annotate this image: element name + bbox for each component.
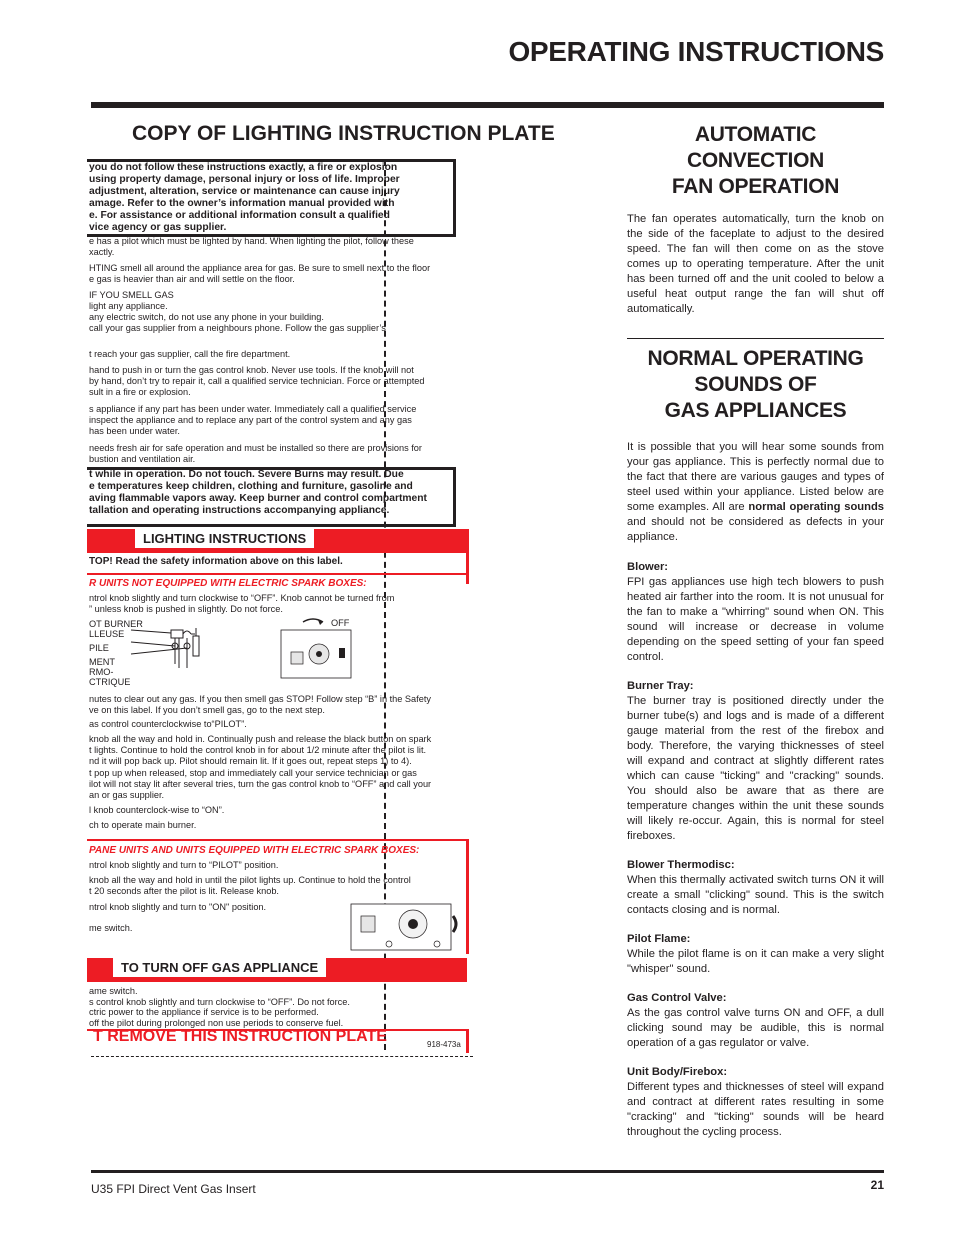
page-title: OPERATING INSTRUCTIONS (508, 36, 884, 67)
sound-item-heading: Gas Control Valve: (627, 992, 727, 1004)
safety-line: e has a pilot which must be lighted by hand. When lighting the pilot, follow these (89, 236, 414, 246)
sound-item-text: When this thermally activated switch turns ON it will create a small "clicking" sound. This is the switch contacts closing and is normal. (627, 874, 884, 916)
step-line: ve on this label. If you don’t smell gas, go to the next step. (89, 705, 325, 715)
safety-line: HTING smell all around the appliance area for gas. Be sure to smell next to the floor (89, 263, 431, 273)
safety-line: inspect the appliance and to replace any part of the control system and any gas (89, 415, 412, 425)
step-line: ilot will not stay lit after several tries, turn the gas control knob to “OFF” and call your (89, 779, 432, 789)
safety-line: light any appliance. (89, 301, 168, 311)
plate-line: off the pilot during prolonged non use periods to conserve fuel. (89, 1017, 344, 1028)
hot-warning-line: t while in operation. Do not touch. Severe Burns may result. Due (89, 469, 404, 480)
sound-item-heading: Blower Thermodisc: (627, 859, 735, 871)
bottom-rule (91, 1170, 884, 1173)
diagram-label: MENT (89, 657, 116, 667)
diagram-label: CTRIQUE (89, 677, 131, 687)
sound-item-text: As the gas control valve turns ON and OFF, a dull clicking sound may be audible, this is normal operation of a gas regulator or valve. (627, 1007, 884, 1049)
plate-line: s control knob slightly and turn clockwise to “OFF”. Do not force. (89, 996, 350, 1007)
step-line: nd it will pop back up. Pilot should remain lit. If it goes out, repeat steps 1) to 4). (89, 756, 412, 766)
safety-line: t reach your gas supplier, call the fire department. (89, 349, 291, 359)
section-a-heading: R UNITS NOT EQUIPPED WITH ELECTRIC SPARK BOXES: (89, 578, 367, 589)
hot-warning-text (89, 469, 427, 517)
sounds-intro: It is possible that you will hear some sounds from your gas appliance. This is perfectly normal due to the fact that there are various gauges and types of steel used within your appliance. Listed below are some examples. All are normal operating sounds and should not be considered as defects in your appliance. (627, 441, 885, 543)
safety-line: e gas is heavier than air and will settle on the floor. (89, 274, 295, 284)
diagram-label: LLEUSE (89, 629, 125, 639)
warning-line: e. For assistance or additional information consult a qualified (89, 210, 390, 221)
diagram-label: OT BURNER (89, 619, 143, 629)
safety-line: call your gas supplier from a neighbours phone. Follow the gas supplier’s (89, 323, 386, 333)
sound-item-heading: Blower: (627, 561, 669, 573)
lighting-instructions-bar (87, 529, 467, 553)
sound-item (627, 560, 884, 665)
fan-section-body (627, 212, 884, 332)
warning-line: you do not follow these instructions exactly, a fire or explosion (89, 162, 398, 173)
title-line: AUTOMATIC (694, 123, 817, 146)
safety-line: needs fresh air for safe operation and must be installed so there are provisions for (89, 443, 422, 453)
diagram-label: PILE (89, 643, 109, 653)
turn-off-bar (87, 958, 467, 982)
step-line: as control counterclockwise to“PILOT”. (89, 719, 247, 729)
section-b-heading: PANE UNITS AND UNITS EQUIPPED WITH ELECTRIC SPARK BOXES: (89, 845, 420, 856)
lighting-instruction-plate (91, 156, 471, 1056)
lighting-instructions-label: LIGHTING INSTRUCTIONS (135, 529, 314, 548)
red-side-rule (466, 529, 469, 584)
hot-warning-line: aving flammable vapors away. Keep burner and control compartment (89, 493, 427, 504)
plate-line: me switch. (89, 923, 133, 933)
sound-item-heading: Pilot Flame: (627, 933, 691, 945)
sound-item (627, 932, 884, 977)
fan-section-title (627, 122, 884, 200)
safety-line: xactly. (89, 247, 115, 257)
plate-line: ntrol knob slightly and turn to "ON" position. (89, 902, 267, 912)
step-line: nutes to clear out any gas. If you then smell gas STOP! Follow step “B” in the Safety (89, 694, 431, 704)
footer-model: U35 FPI Direct Vent Gas Insert (91, 1182, 256, 1196)
step-line: l knob counterclock-wise to “ON”. (89, 805, 225, 815)
safety-line: hand to push in or turn the gas control knob. Never use tools. If the knob will not (89, 365, 414, 375)
warning-line: using property damage, personal injury or loss of life. Improper (89, 174, 400, 185)
warning-line: amage. Refer to the owner’s information manual provided with (89, 198, 395, 209)
sound-item (627, 991, 884, 1051)
spark-valve-diagram (341, 896, 481, 956)
diagram-label: RMO- (89, 667, 114, 677)
title-line: NORMAL OPERATING (647, 347, 864, 370)
section-divider (627, 338, 884, 339)
sound-item (627, 1065, 884, 1140)
red-divider (87, 573, 468, 575)
plate-cut-line-horizontal (91, 1056, 473, 1057)
title-line: SOUNDS OF (694, 373, 817, 396)
plate-line: knob all the way and hold in until the pilot lights up. Continue to hold the control (89, 875, 411, 885)
warning-line: adjustment, alteration, service or maintenance can cause injury (89, 186, 400, 197)
red-divider-b (87, 839, 468, 841)
plate-line: ntrol knob slightly and turn clockwise to “OFF”. Knob cannot be turned from (89, 593, 395, 603)
sound-item-heading: Burner Tray: (627, 680, 694, 692)
title-line: FAN OPERATION (671, 175, 840, 198)
plate-line: ” unless knob is pushed in slightly. Do not force. (89, 604, 283, 614)
plate-code: 918-473a (427, 1040, 461, 1049)
turn-off-label: TO TURN OFF GAS APPLIANCE (113, 958, 326, 977)
sound-item-heading: Unit Body/Firebox: (627, 1066, 728, 1078)
safety-line: IF YOU SMELL GAS (89, 290, 174, 300)
plate-footer-text: T REMOVE THIS INSTRUCTION PLATE (93, 1028, 387, 1045)
safety-line: has been under water. (89, 426, 180, 436)
safety-line: s appliance if any part has been under water. Immediately call a qualified service (89, 404, 417, 414)
title-line: CONVECTION (686, 149, 824, 172)
hot-warning-line: e temperatures keep children, clothing and furniture, gasoline and (89, 481, 413, 492)
hot-warning-line: tallation and operating instructions accompanying appliance. (89, 505, 390, 516)
safety-line: any electric switch, do not use any phone in your building. (89, 312, 324, 322)
plate-line: ctric power to the appliance if service is to be performed. (89, 1007, 319, 1017)
sound-item-text: The burner tray is positioned directly under the burner tube(s) and logs and is made of a different gauge material from the rest of the firebox and body. Therefore, the varying thicknesses of steel will expand and contract at slightly different rates which can cause "ticking" and "cracking" sounds. You should also be aware that as there are temperature changes within the unit these sounds will likely re-occur. Again, this is normal for steel fireboxes. (627, 695, 884, 842)
sound-item-text: While the pilot flame is on it can make a very slight "whisper" sound. (627, 948, 884, 975)
step-line: knob all the way and hold in. Continually push and release the black button on spark (89, 734, 432, 744)
sound-item-text: FPI gas appliances use high tech blowers to push heated air farther into the room. It is not unusual for the fan to make a "whirring" sound when ON. This sound will increase or decrease in volume depending on the speed setting of your fan speed control. (627, 576, 884, 663)
sound-item (627, 679, 884, 844)
sounds-section-title (627, 346, 884, 424)
stop-line: TOP! Read the safety information above on this label. (89, 556, 343, 567)
plate-line: t 20 seconds after the pilot is lit. Release knob. (89, 886, 279, 896)
page-number: 21 (870, 1178, 884, 1192)
plate-line: ame switch. (89, 986, 138, 996)
step-line: t pop up when released, stop and immediately call your service technician or gas (89, 768, 417, 778)
safety-line: by hand, don’t try to repair it, call a qualified service technician. Force or attempted (89, 376, 425, 386)
plate-line: ntrol knob slightly and turn to “PILOT” position. (89, 860, 279, 870)
plate-heading: COPY OF LIGHTING INSTRUCTION PLATE (132, 122, 555, 145)
top-rule (91, 102, 884, 108)
step-line: t lights. Continue to hold the control knob in for about 1/2 minute after the pilot is lit. (89, 745, 427, 755)
warning-line: vice agency or gas supplier. (89, 222, 227, 233)
fan-paragraph: The fan operates automatically, turn the knob on the side of the faceplate to adjust to the desired speed. The fan will then come on as the stove comes up to operating temperature. After the unit has been turned off and the unit cooled to below a useful heat output range the fan will shut off automatically. (627, 213, 884, 315)
sounds-section-body (627, 440, 884, 1154)
sound-item-text: Different types and thicknesses of steel will expand and contract at different rates resulting in some "cracking" and "ticking" sounds will be heard throughout the cycling process. (627, 1081, 884, 1138)
warning-text (89, 162, 400, 234)
diagram-label: OFF (331, 618, 350, 628)
title-line: GAS APPLIANCES (664, 399, 847, 422)
sound-item (627, 858, 884, 918)
safety-line: bustion and ventilation air. (89, 454, 196, 464)
step-line: an or gas supplier. (89, 790, 165, 800)
step-line: ch to operate main burner. (89, 820, 197, 830)
safety-line: sult in a fire or explosion. (89, 387, 191, 397)
